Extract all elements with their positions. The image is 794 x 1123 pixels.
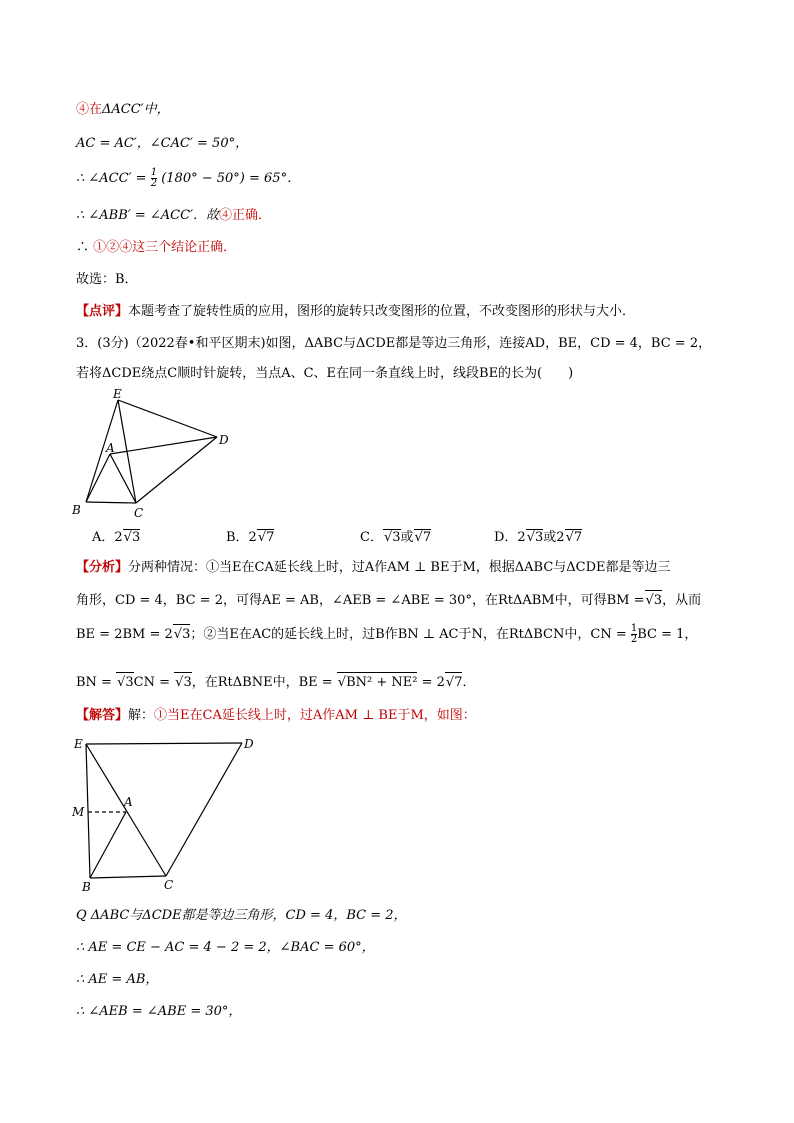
label-d: D (244, 737, 254, 751)
segment-ed (118, 400, 217, 437)
label-b: B (82, 880, 91, 894)
segment-bc (86, 502, 136, 503)
segment-ab (86, 454, 110, 502)
answer-options (92, 526, 652, 545)
segment-dc (166, 743, 242, 876)
solution-step-1: Q ΔABC与ΔCDE都是等边三角形，CD = 4，BC = 2， (76, 908, 407, 923)
segment-eb (86, 744, 90, 878)
label-m: M (72, 805, 85, 819)
analysis-line-2: 角形，CD = 4，BC = 2，可得AE = AB，∠AEB = ∠ABE = 30°，在RtΔABM中，可得BM =√3，从而 (76, 590, 701, 611)
figure-rotation-triangles (66, 386, 236, 518)
overall-conclusion: ∴ ①②④这三个结论正确． (76, 240, 237, 255)
solution-step-2: ∴ AE = CE − AC = 4 − 2 = 2，∠BAC = 60°， (76, 940, 375, 955)
question-3-line-1: 3．(3分)（2022春•和平区期末)如图，ΔABC与ΔCDE都是等边三角形，连接AD，BE，CD = 4，BC = 2， (76, 336, 712, 351)
label-a: A (124, 795, 133, 809)
segment-dc (136, 437, 217, 503)
label-e: E (74, 737, 83, 751)
segment-ba (90, 812, 126, 878)
option-d[interactable]: D．2√3或2√7 (494, 530, 583, 545)
analysis-line-3: BE = 2BM = 2√3；②当E在AC的延长线上时，过B作BN ⊥ AC于N，在RtΔBCN中，CN = $\frac{1}{2}$ BC = 1， (76, 623, 698, 645)
label-a: A (106, 441, 115, 455)
analysis-line-4: BN = √3CN = √3，在RtΔBNE中，BE = √BN² + NE² = 2√7． (76, 672, 475, 693)
segment-bc (90, 876, 166, 878)
label-e: E (113, 387, 122, 401)
step-4-equal-sides: AC = AC′，∠CAC′ = 50°， (76, 136, 249, 151)
label-b: B (72, 503, 81, 517)
comment: 【点评】本题考查了旋转性质的应用，图形的旋转只改变图形的位置，不改变图形的形状与大小． (76, 304, 636, 319)
segment-ec (86, 744, 166, 876)
label-c: C (164, 878, 174, 892)
solution-step-3: ∴ AE = AB， (76, 972, 159, 987)
segment-ed (86, 743, 242, 744)
fraction-half: $\frac{1}{2}$ (150, 167, 158, 189)
option-b[interactable]: B．2√7 (226, 530, 275, 545)
fraction-half: $\frac{1}{2}$ (630, 623, 638, 645)
step-4-angle-calc: ∴ ∠ACC′ = $\frac{1}{2}$ (180° − 50°) = 65°． (76, 167, 301, 189)
option-a[interactable]: A．2√3 (92, 530, 141, 545)
choice-answer: 故选：B． (76, 272, 138, 287)
question-3-line-2: 若将ΔCDE绕点C顺时针旋转，当点A、C、E在同一条直线上时，线段BE的长为( ) (76, 366, 574, 381)
analysis-line-1: 【分析】分两种情况：①当E在CA延长线上时，过A作AM ⊥ BE于M，根据ΔABC与ΔCDE都是等边三 (76, 560, 671, 575)
label-d: D (219, 433, 229, 447)
option-c[interactable]: C．√3或√7 (360, 530, 432, 545)
figure-case-1 (70, 730, 260, 895)
step-4-conclusion: ∴ ∠ABB′ = ∠ACC′．故④正确． (76, 208, 272, 223)
step-4-heading: ④在ΔACC′中， (76, 102, 170, 117)
solution-step-4: ∴ ∠AEB = ∠ABE = 30°， (76, 1004, 242, 1019)
label-c: C (134, 506, 144, 518)
answer-heading: 【解答】解：①当E在CA延长线上时，过A作AM ⊥ BE于M，如图： (76, 708, 476, 723)
